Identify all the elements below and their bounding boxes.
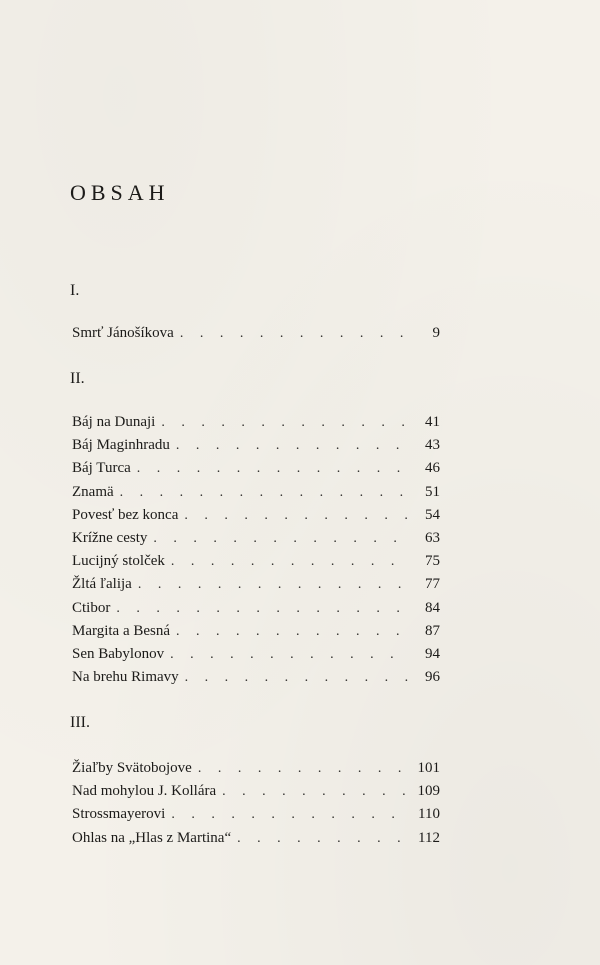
toc-entry-page: 9 [432,325,440,341]
toc-entry-page: 63 [425,529,440,546]
toc-entry-title: Ctibor [72,599,111,616]
section-heading-2: II. [70,370,85,387]
toc-entry [72,597,440,620]
section-2-list [72,411,440,689]
toc-entry [72,411,440,434]
toc-entry [72,527,440,550]
dot-leader [161,411,408,434]
dot-leader [116,597,408,620]
dot-leader [153,527,408,550]
dot-leader [222,780,408,803]
toc-entry [72,550,440,573]
dot-leader [137,457,408,480]
dot-leader [171,550,408,573]
toc-entry-title: Strossmayerovi [72,806,166,823]
toc-entry [72,504,440,527]
toc-entry [72,322,440,345]
toc-entry-title: Na brehu Rimavy [72,669,179,686]
toc-entry-title: Báj Maginhradu [72,437,170,454]
dot-leader [180,322,408,345]
toc-entry [72,573,440,596]
section-heading-1: I. [70,282,80,299]
dot-leader [237,827,408,850]
section-3-list [72,757,440,850]
toc-entry-page: 75 [425,553,440,570]
toc-entry [72,620,440,643]
toc-entry-page: 101 [417,760,440,776]
toc-entry-page: 112 [418,829,440,846]
toc-entry-title: Smrť Jánošíkova [72,325,174,341]
page-title: OBSAH [70,180,170,205]
toc-entry-page: 46 [425,460,440,477]
toc-entry-page: 41 [425,414,440,430]
toc-entry [72,457,440,480]
toc-entry-page: 96 [425,669,440,686]
dot-leader [176,620,408,643]
toc-entry-title: Lucijný stolček [72,553,165,570]
toc-entry-title: Žiaľby Svätobojove [72,760,192,776]
toc-entry-title: Žltá ľalija [72,576,132,593]
dot-leader [171,803,408,826]
toc-entry-page: 84 [425,599,440,616]
toc-entry [72,434,440,457]
toc-entry-title: Ohlas na „Hlas z Martina“ [72,829,232,846]
toc-entry [72,827,440,850]
toc-entry-page: 77 [425,576,440,593]
toc-entry-title: Báj na Dunaji [72,414,156,430]
toc-entry [72,757,440,780]
toc-entry-page: 51 [425,483,440,500]
toc-entry [72,666,440,689]
toc-entry-title: Povesť bez konca [72,506,179,523]
dot-leader [184,504,408,527]
toc-entry-title: Margita a Besná [72,622,171,639]
toc-entry [72,803,440,826]
toc-entry-page: 87 [425,622,440,639]
toc-entry-page: 109 [417,783,440,800]
toc-entry-page: 94 [425,645,440,662]
toc-entry [72,481,440,504]
dot-leader [176,434,408,457]
section-heading-3: III. [70,714,90,731]
toc-entry-page: 43 [425,437,440,454]
toc-entry-title: Krížne cesty [72,529,148,546]
dot-leader [185,666,408,689]
toc-entry [72,780,440,803]
toc-entry-title: Báj Turca [72,460,131,477]
section-1-list [72,322,440,345]
toc-entry [72,643,440,666]
dot-leader [138,573,408,596]
toc-entry-page: 54 [425,506,440,523]
toc-entry-title: Znamä [72,483,114,500]
dot-leader [120,481,408,504]
toc-entry-title: Sen Babylonov [72,645,165,662]
dot-leader [198,757,408,780]
toc-entry-title: Nad mohylou J. Kollára [72,783,217,800]
dot-leader [170,643,408,666]
toc-entry-page: 110 [418,806,440,823]
